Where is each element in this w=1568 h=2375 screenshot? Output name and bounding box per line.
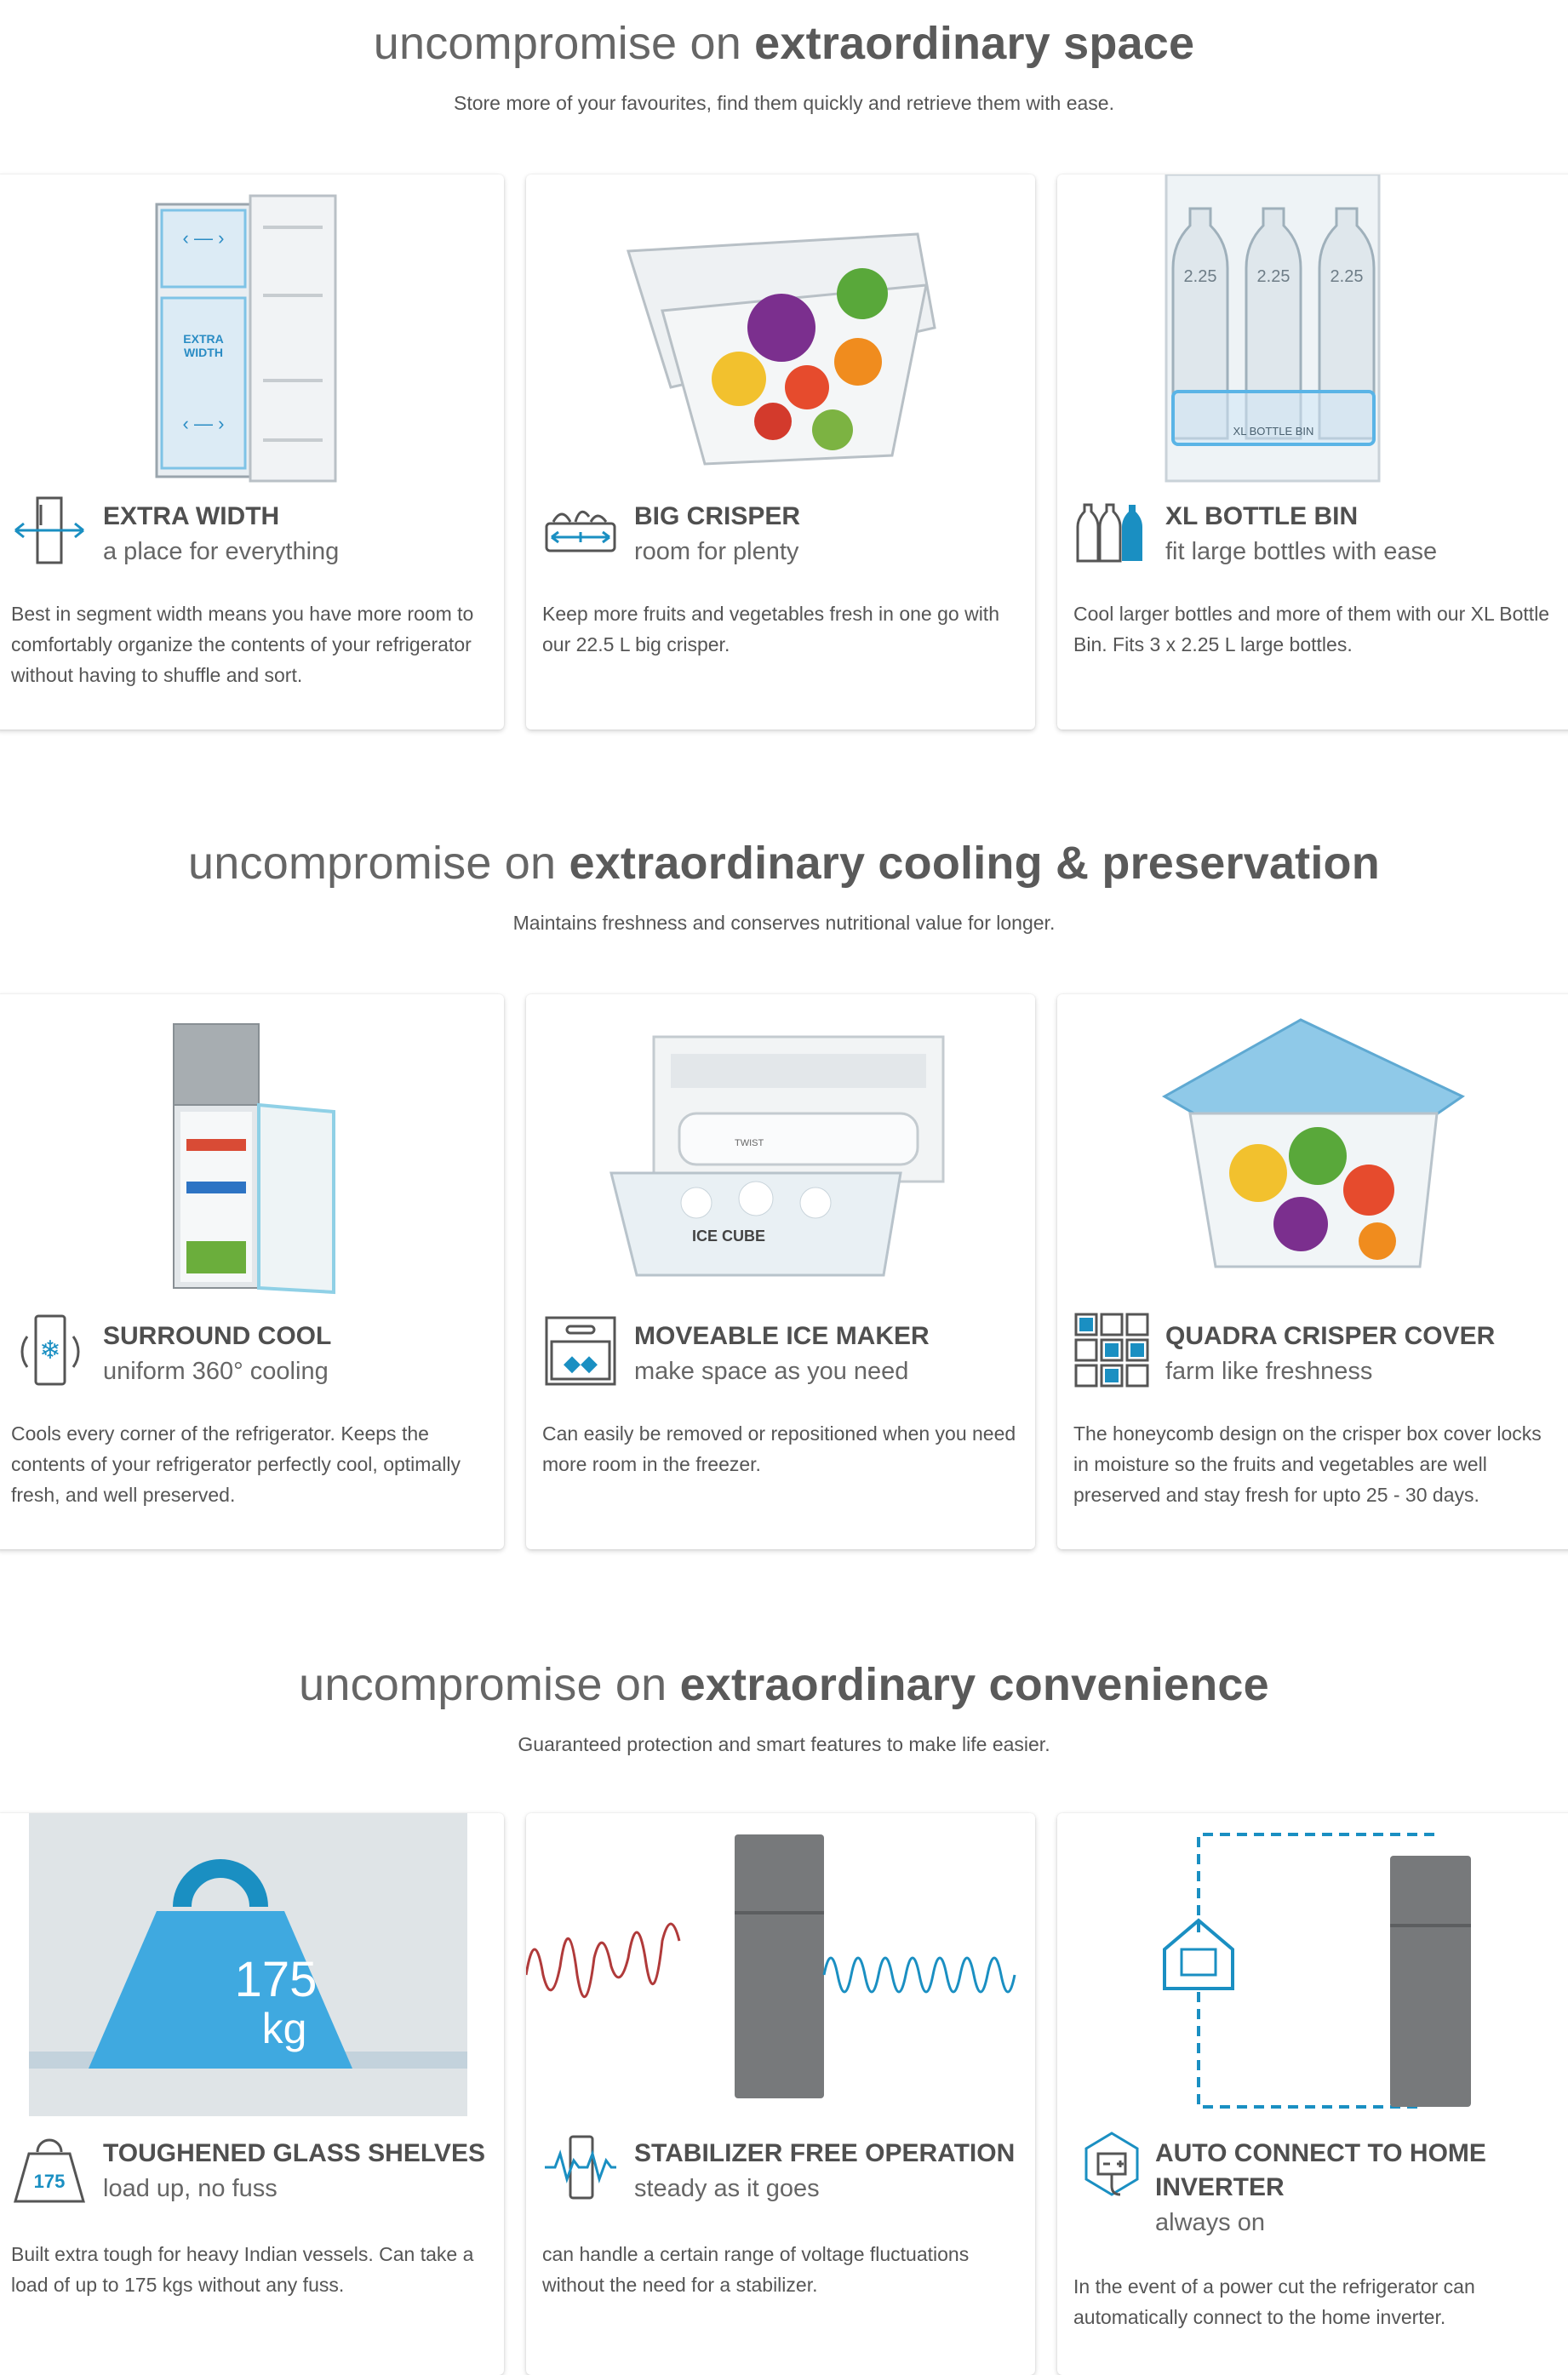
quadra-crisper-image [1057,1003,1568,1301]
feature-description: Cool larger bottles and more of them with our XL Bottle Bin. Fits 3 x 2.25 L large bottles. [1073,603,1550,655]
fridge-open-image [0,1011,504,1301]
inverter-connect-image [1057,1822,1568,2120]
feature-description: In the event of a power cut the refrigerator can automatically connect to the home inverter. [1073,2275,1475,2328]
ice-cube-label: ICE CUBE [692,1228,766,1245]
feature-subtitle: farm like freshness [1165,1358,1373,1385]
feature-card-extra-width [0,175,504,730]
bottle-bin-image [1057,175,1568,485]
bottle-label-3: 2.25 [1330,267,1364,286]
extra-label: EXTRA [183,332,224,346]
feature-description: Can easily be removed or repositioned when you need more room in the freezer. [542,1422,1016,1475]
surround-cool-icon [10,1311,89,1389]
feature-subtitle: always on [1155,2209,1265,2236]
weight-kg: kg [261,2005,307,2052]
feature-title: SURROUND COOL [103,1322,332,1350]
big-crisper-icon [541,491,620,569]
feature-description: can handle a certain range of voltage fluctuations without the need for a stabilizer. [542,2243,970,2296]
feature-title: BIG CRISPER [634,502,801,530]
svg-text:‹ — ›: ‹ — › [182,413,225,434]
feature-description: The honeycomb design on the crisper box cover locks in moisture so the fruits and vegetables are well preserved and stay fresh for upto 25 - 30 days. [1073,1422,1542,1506]
svg-text:‹ — ›: ‹ — › [182,227,225,249]
glass-shelf-weight-image [0,1813,504,2120]
feature-title: QUADRA CRISPER COVER [1165,1322,1496,1350]
width-label: WIDTH [184,346,223,359]
feature-title: EXTRA WIDTH [103,502,280,530]
feature-subtitle: fit large bottles with ease [1165,538,1438,565]
feature-card-surround-cool [0,994,504,1549]
feature-subtitle: uniform 360° cooling [103,1358,329,1385]
section-header [0,1643,1568,1756]
section-subtitle: Maintains freshness and conserves nutritional value for longer. [512,912,1056,934]
section-subtitle: Guaranteed protection and smart features to make life easier. [518,1733,1050,1755]
feature-subtitle: steady as it goes [634,2175,820,2202]
section-convenience [0,1643,1568,2371]
fridge-extra-width-image [0,183,504,485]
feature-description: Keep more fruits and vegetables fresh in one go with our 22.5 L big crisper. [542,603,999,655]
ice-maker-icon [541,1311,620,1389]
feature-title: STABILIZER FREE OPERATION [634,2139,1016,2167]
weight-175: 175 [234,1952,318,2007]
feature-card-stabilizer-free [526,1813,1035,2375]
feature-card-big-crisper [526,175,1035,730]
twist-label: TWIST [735,1138,764,1148]
svg-text:❄: ❄ [39,1336,61,1365]
feature-subtitle: make space as you need [634,1358,909,1385]
ice-maker-image [526,1011,1035,1301]
feature-card-ice-maker [526,994,1035,1549]
weight-icon-label: 175 [33,2171,66,2192]
stabilizer-wave-image [526,1830,1035,2120]
section-title: uncompromise on extraordinary space [373,18,1195,69]
feature-description: Cools every corner of the refrigerator. Keeps the contents of your refrigerator perfectly cool, optimally fresh, and well preserved. [11,1422,461,1506]
section-header [0,821,1568,935]
feature-title: TOUGHENED GLASS SHELVES [103,2139,485,2167]
grid-icon [1073,1311,1151,1389]
bottles-icon [1073,491,1151,569]
feature-card-xl-bottle-bin [1057,175,1568,730]
crisper-image [526,183,1035,485]
section-header [0,0,1568,115]
section-subtitle: Store more of your favourites, find them quickly and retrieve them with ease. [454,92,1114,114]
section-cooling [0,821,1568,1643]
section-title: uncompromise on extraordinary convenience [299,1659,1269,1710]
feature-card-quadra-crisper [1057,994,1568,1549]
feature-card-auto-connect [1057,1813,1568,2375]
weight-icon [10,2128,89,2206]
feature-title: AUTO CONNECT TO HOME INVERTER [1155,2139,1486,2201]
feature-description: Best in segment width means you have more room to comfortably organize the contents of your refrigerator without having to shuffle and sort. [11,603,474,686]
feature-card-glass-shelves [0,1813,504,2375]
feature-description: Built extra tough for heavy Indian vessels. Can take a load of up to 175 kgs without any fuss. [11,2243,474,2296]
feature-title: XL BOTTLE BIN [1165,502,1359,530]
feature-subtitle: load up, no fuss [103,2175,278,2202]
section-space [0,0,1568,821]
bottle-label-1: 2.25 [1183,267,1217,286]
extra-width-icon [10,491,89,569]
bottle-bin-label: XL BOTTLE BIN [1233,425,1314,438]
svg-text:◆◆: ◆◆ [564,1350,598,1376]
stabilizer-icon [541,2128,620,2206]
feature-subtitle: room for plenty [634,538,799,565]
bottle-label-2: 2.25 [1256,267,1290,286]
inverter-icon [1073,2128,1151,2206]
section-title: uncompromise on extraordinary cooling & preservation [188,838,1380,889]
feature-subtitle: a place for everything [103,538,340,565]
feature-title: MOVEABLE ICE MAKER [634,1322,930,1350]
